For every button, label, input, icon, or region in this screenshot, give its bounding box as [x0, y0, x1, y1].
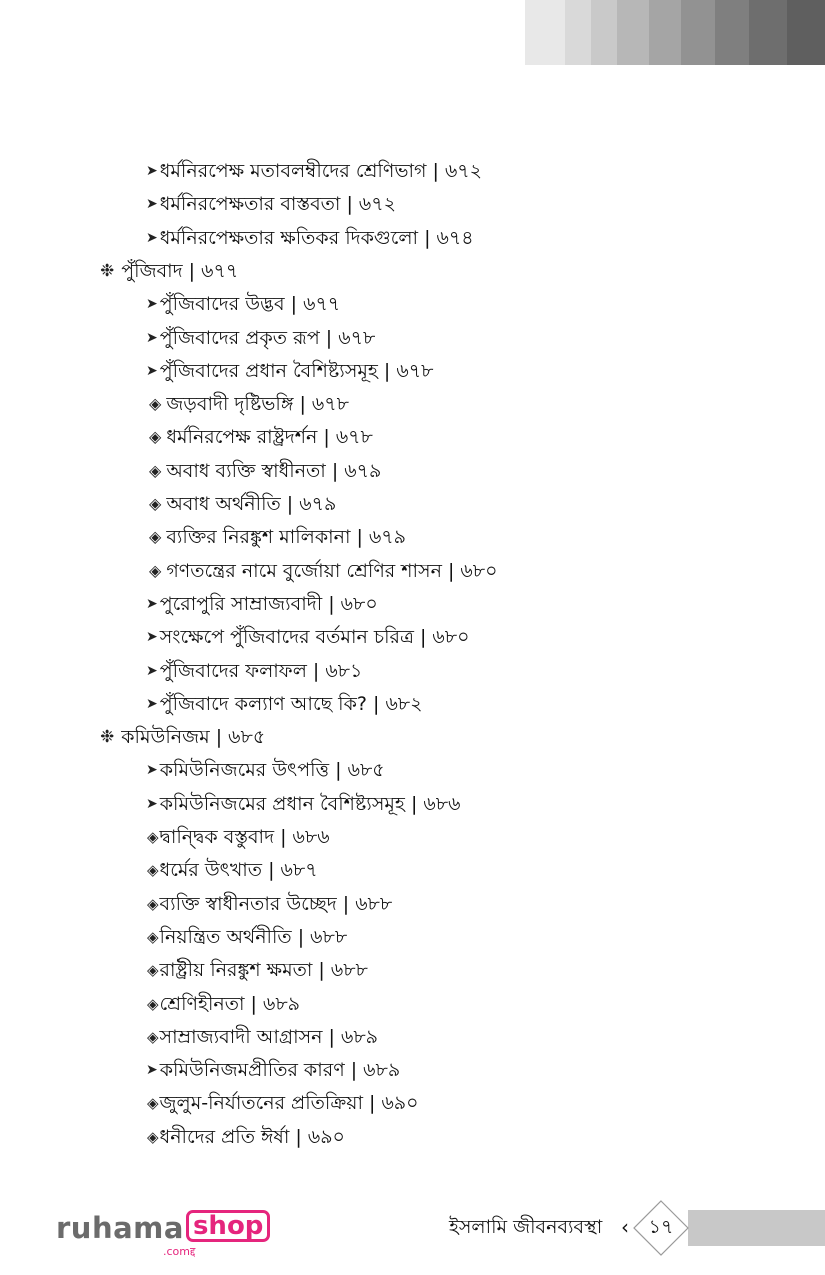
- arrow-right-icon: ➤: [146, 229, 158, 246]
- toc-entry-text: কমিউনিজমপ্রীতির কারণ | ৬৮৯: [159, 1059, 401, 1082]
- header-gradient-bars: [525, 0, 825, 65]
- toc-entry-text: ধর্মনিরপেক্ষতার ক্ষতিকর দিকগুলো | ৬৭৪: [159, 226, 474, 249]
- toc-entry: [147, 1086, 418, 1120]
- toc-entry-text: পুঁজিবাদের ফলাফল | ৬৮১: [159, 659, 363, 682]
- toc-entry: [146, 654, 362, 688]
- arrow-right-icon: ➤: [146, 595, 158, 612]
- toc-entry: [147, 920, 347, 954]
- toc-entry-text: কমিউনিজম | ৬৮৫: [121, 726, 266, 749]
- toc-entry-text: ধনীদের প্রতি ঈর্ষা | ৬৯০: [159, 1125, 345, 1148]
- logo-ruhama-text: ruhama: [56, 1211, 184, 1245]
- arrow-right-icon: ➤: [146, 795, 158, 812]
- diamond-bullet-icon: ◈: [147, 861, 159, 880]
- toc-entry-text: শ্রেণিহীনতা | ৬৮৯: [159, 992, 301, 1015]
- gradient-bar: [649, 0, 681, 65]
- diamond-bullet-icon: ◈: [147, 994, 159, 1013]
- toc-entry-text: অবাধ অর্থনীতি | ৬৭৯: [166, 493, 337, 515]
- footer-gray-bar: [688, 1210, 825, 1246]
- toc-entry: [100, 254, 238, 288]
- diamond-bullet-icon: ◈: [149, 460, 162, 480]
- toc-entry-text: নিয়ন্ত্রিত অর্থনীতি | ৬৮৮: [159, 925, 348, 948]
- asterisk-flower-icon: ❉: [100, 260, 115, 281]
- diamond-bullet-icon: ◈: [147, 1094, 159, 1113]
- toc-entry-text: পুঁজিবাদের উদ্ভব | ৬৭৭: [159, 293, 341, 316]
- toc-entry-text: জড়বাদী দৃষ্টিভঙ্গি | ৬৭৮: [166, 393, 349, 416]
- diamond-bullet-icon: ◈: [149, 494, 162, 513]
- arrow-right-icon: ➤: [146, 296, 158, 313]
- toc-entry-text: ধর্মনিরপেক্ষ মতাবলম্বীদের শ্রেণিভাগ | ৬৭২: [159, 160, 483, 182]
- arrow-right-icon: ➤: [146, 1062, 158, 1079]
- toc-entry-text: ধর্মনিরপেক্ষতার বাস্তবতা | ৬৭২: [159, 193, 396, 216]
- gradient-bar: [787, 0, 825, 65]
- toc-entry: [147, 887, 392, 921]
- arrow-right-icon: ➤: [146, 762, 158, 779]
- toc-entry-text: ব্যক্তির নিরঙ্কুশ মালিকানা | ৬৭৯: [166, 526, 406, 549]
- toc-entry-text: দ্বান্দ্বিক বস্তুবাদ | ৬৮৬: [159, 826, 330, 848]
- toc-entry-text: কমিউনিজমের উৎপত্তি | ৬৮৫: [159, 759, 385, 782]
- toc-entry-text: পুঁজিবাদের প্রকৃত রূপ | ৬৭৮: [159, 326, 376, 349]
- logo-com-text: .comद्द: [163, 1245, 196, 1258]
- toc-entry: [146, 587, 378, 621]
- toc-entry: [149, 387, 349, 421]
- toc-entry-text: কমিউনিজমের প্রধান বৈশিষ্ট্যসমূহ | ৬৮৬: [159, 792, 461, 815]
- logo-shop-text: shop: [192, 1211, 264, 1241]
- toc-entry: [147, 987, 300, 1021]
- diamond-bullet-icon: ◈: [147, 1027, 159, 1046]
- toc-entry: [149, 520, 406, 554]
- diamond-bullet-icon: ◈: [147, 894, 159, 913]
- chevron-left-icon: ‹: [621, 1215, 629, 1239]
- toc-entry-text: সংক্ষেপে পুঁজিবাদের বর্তমান চরিত্র | ৬৮০: [159, 626, 470, 649]
- diamond-bullet-icon: ◈: [147, 1127, 159, 1146]
- toc-entry: [147, 953, 368, 987]
- toc-entry-text: ধর্মের উৎখাত | ৬৮৭: [159, 859, 318, 882]
- toc-entry-text: জুলুম-নির্যাতনের প্রতিক্রিয়া | ৬৯০: [159, 1092, 419, 1115]
- toc-entry-text: অবাধ ব্যক্তি স্বাধীনতা | ৬৭৯: [166, 459, 382, 482]
- diamond-bullet-icon: ◈: [149, 427, 162, 447]
- toc-entry: [149, 554, 497, 588]
- gradient-bar: [525, 0, 565, 65]
- diamond-bullet-icon: ◈: [147, 961, 159, 980]
- toc-entry: [146, 620, 469, 654]
- toc-entry: [146, 154, 482, 188]
- gradient-bar: [565, 0, 591, 65]
- toc-entry: [147, 1020, 378, 1054]
- ruhama-shop-logo: [56, 1210, 270, 1260]
- toc-entry: [146, 321, 375, 355]
- arrow-right-icon: ➤: [146, 695, 158, 712]
- diamond-bullet-icon: ◈: [149, 394, 162, 414]
- arrow-right-icon: ➤: [146, 662, 158, 679]
- diamond-bullet-icon: ◈: [147, 927, 159, 946]
- asterisk-flower-icon: ❉: [100, 727, 115, 748]
- toc-entry-text: পুঁজিবাদে কল্যাণ আছে কি? | ৬৮২: [159, 692, 423, 715]
- toc-entry-text: গণতন্ত্রের নামে বুর্জোয়া শ্রেণির শাসন | ৬৮০: [166, 559, 498, 582]
- gradient-bar: [715, 0, 749, 65]
- arrow-right-icon: ➤: [146, 329, 158, 346]
- gradient-bar: [617, 0, 649, 65]
- arrow-right-icon: ➤: [146, 196, 158, 213]
- diamond-bullet-icon: ◈: [147, 828, 159, 846]
- toc-entry: [146, 221, 474, 255]
- toc-entry-text: রাষ্ট্রীয় নিরঙ্কুশ ক্ষমতা | ৬৮৮: [159, 959, 368, 982]
- diamond-bullet-icon: ◈: [149, 527, 162, 547]
- toc-entry-text: পুরোপুরি সাম্রাজ্যবাদী | ৬৮০: [159, 592, 378, 615]
- toc-entry-text: পুঁজিবাদ | ৬৭৭: [121, 259, 239, 282]
- toc-entry: [147, 1120, 345, 1154]
- toc-entry: [100, 720, 265, 754]
- toc-entry: [146, 787, 460, 821]
- arrow-right-icon: ➤: [146, 629, 158, 646]
- gradient-bar: [681, 0, 715, 65]
- logo-shop-box: [186, 1210, 270, 1242]
- toc-entry-text: সাম্রাজ্যবাদী আগ্রাসন | ৬৮৯: [159, 1025, 378, 1048]
- gradient-bar: [749, 0, 787, 65]
- toc-entry: [146, 354, 433, 388]
- gradient-bar: [591, 0, 617, 65]
- toc-entry: [146, 753, 385, 787]
- toc-entry: [149, 454, 381, 488]
- arrow-right-icon: ➤: [146, 163, 158, 179]
- toc-entry-text: ধর্মনিরপেক্ষ রাষ্ট্রদর্শন | ৬৭৮: [166, 426, 373, 449]
- toc-entry-text: পুঁজিবাদের প্রধান বৈশিষ্ট্যসমূহ | ৬৭৮: [159, 359, 434, 382]
- footer-book-title: ইসলামি জীবনব্যবস্থা: [449, 1216, 603, 1238]
- toc-entry: [146, 687, 422, 721]
- page-number: ১৭: [648, 1216, 674, 1238]
- toc-entry: [149, 487, 336, 521]
- toc-entry: [147, 820, 330, 854]
- toc-entry: [146, 187, 396, 221]
- toc-entry: [147, 853, 318, 887]
- toc-entry: [146, 1053, 400, 1087]
- diamond-bullet-icon: ◈: [149, 560, 162, 580]
- toc-entry: [146, 287, 340, 321]
- toc-entry-text: ব্যক্তি স্বাধীনতার উচ্ছেদ | ৬৮৮: [159, 892, 393, 915]
- toc-entry: [149, 420, 373, 454]
- arrow-right-icon: ➤: [146, 362, 158, 379]
